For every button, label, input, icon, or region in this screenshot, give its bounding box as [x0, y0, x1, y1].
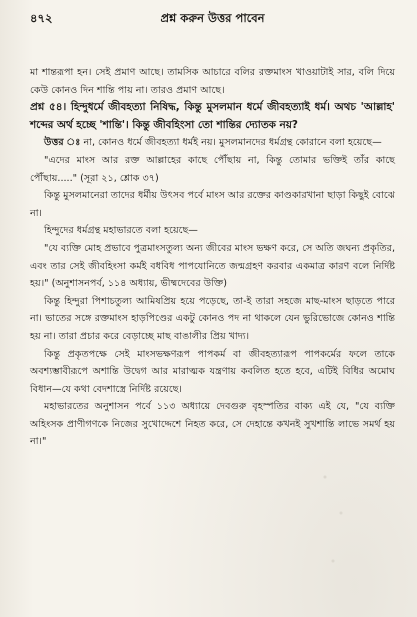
quran-quote: "এদের মাংস আর রক্ত আল্লাহের কাছে পৌঁছায় না, কিন্তু তোমার ভক্তিই তাঁর কাছে পৌঁছায়....." (সূরা ২১, শ্লোক ৩৭): [30, 154, 395, 184]
paragraph-brihaspati: মহাভারতের অনুশাসন পর্বে ১১৩ অধ্যায়ে দেবগুরু বৃহস্পতির বাক্য এই যে, "যে ব্যক্তি অহিংসক প্রাণীগণকে নিজের সুখোদ্দেশে নিহত করে, সে দেহান্তে কখনই সুখশান্তি লাভে সমর্থ হয় না।": [30, 401, 395, 448]
running-title: প্রশ্ন করুন উত্তর পাবেন: [160, 11, 265, 25]
answer-label: উত্তর ঃ: [44, 137, 81, 149]
question-54: প্রশ্ন ৫৪। হিন্দুধর্মে জীবহত্যা নিষিদ্ধ, কিন্তু মুসলমান ধর্মে জীবহত্যাই ধর্ম। অথচ 'আল্লাহ' শব্দের অর্থ হচ্ছে 'শান্তি'। কিন্তু জীবহিংসা তো শান্তির দ্যোতক নয়?: [30, 101, 395, 131]
page-header: [30, 10, 395, 30]
paragraph-hindu-diet: কিন্তু হিন্দুরা পিশাচতুল্য আমিষপ্রিয় হয়ে পড়েছে, তা-ই তারা সহজে মাছ-মাংস ছাড়তে পারে না। ভাতের সঙ্গে রক্তমাংস হাড়পিণ্ডের একটু কোনও পদ না থাকলে যেন ভুরিভোজে কোনও শান্তি হয় না। তারা প্রচার করে বেড়াচ্ছে মাছ বাঙালীর প্রিয় খাদ্য।: [30, 295, 395, 342]
answer-paragraph: [30, 134, 395, 152]
mahabharata-quote: "যে ব্যক্তি মোহ প্রভাবে পুত্রমাংসতুল্য অন্য জীবের মাংস ভক্ষণ করে, সে অতি জঘন্য প্রকৃতির, এবং তার সেই জীবহিংসা কর্মই বধবিধ পাপযোনিতে জন্মগ্রহণ করবার একমাত্র কারণ বলে নির্দিষ্ট হয়।" (অনুশাসনপর্ব, ১১৪ অধ্যায়, ভীষ্মদেবের উক্তি): [30, 242, 395, 290]
paragraph-muslim-festivals: কিন্তু মুসলমানেরা তাদের ধর্মীয় উৎসব পর্বে মাংস আর রক্তের কাণ্ডকারখানা ছাড়া কিছুই বোঝে না।: [30, 190, 395, 219]
paragraph-mahabharata-intro: হিন্দুদের ধর্মগ্রন্থ মহাভারতে বলা হয়েছে—: [44, 225, 198, 237]
answer-text: না, কোনও ধর্মে জীবহত্যা ধর্মই নয়। মুসলমানদের ধর্মগ্রন্থ কোরানে বলা হয়েছে—: [83, 137, 382, 149]
page-number: ৪৭২: [30, 11, 53, 25]
paragraph-intro: মা শান্তরূপা হন। সেই প্রমাণ আছে। তামসিক আচারে বলির রক্তমাংস খাওয়াটাই সার, বলি দিয়ে কেউ কোনও দিন শান্তি পায় না। তারও প্রমাণ আছে।: [30, 67, 395, 96]
body-text: [30, 64, 395, 451]
paper-speckle: [317, 465, 357, 585]
paragraph-consequence: কিন্তু প্রকৃতপক্ষে সেই মাংসভক্ষণরূপ পাপকর্ম বা জীবহত্যারূপ পাপকর্মের ফলে তাকে অবশ্যম্ভাবীরূপে অশান্তি উদ্বেগ আর মারাত্মক যন্ত্রণায় কবলিত হতে হবে, এটিই বিধির অমোঘ বিধান—যে কথা বেদশাস্ত্রে নির্দিষ্ট রয়েছে।: [30, 348, 395, 395]
